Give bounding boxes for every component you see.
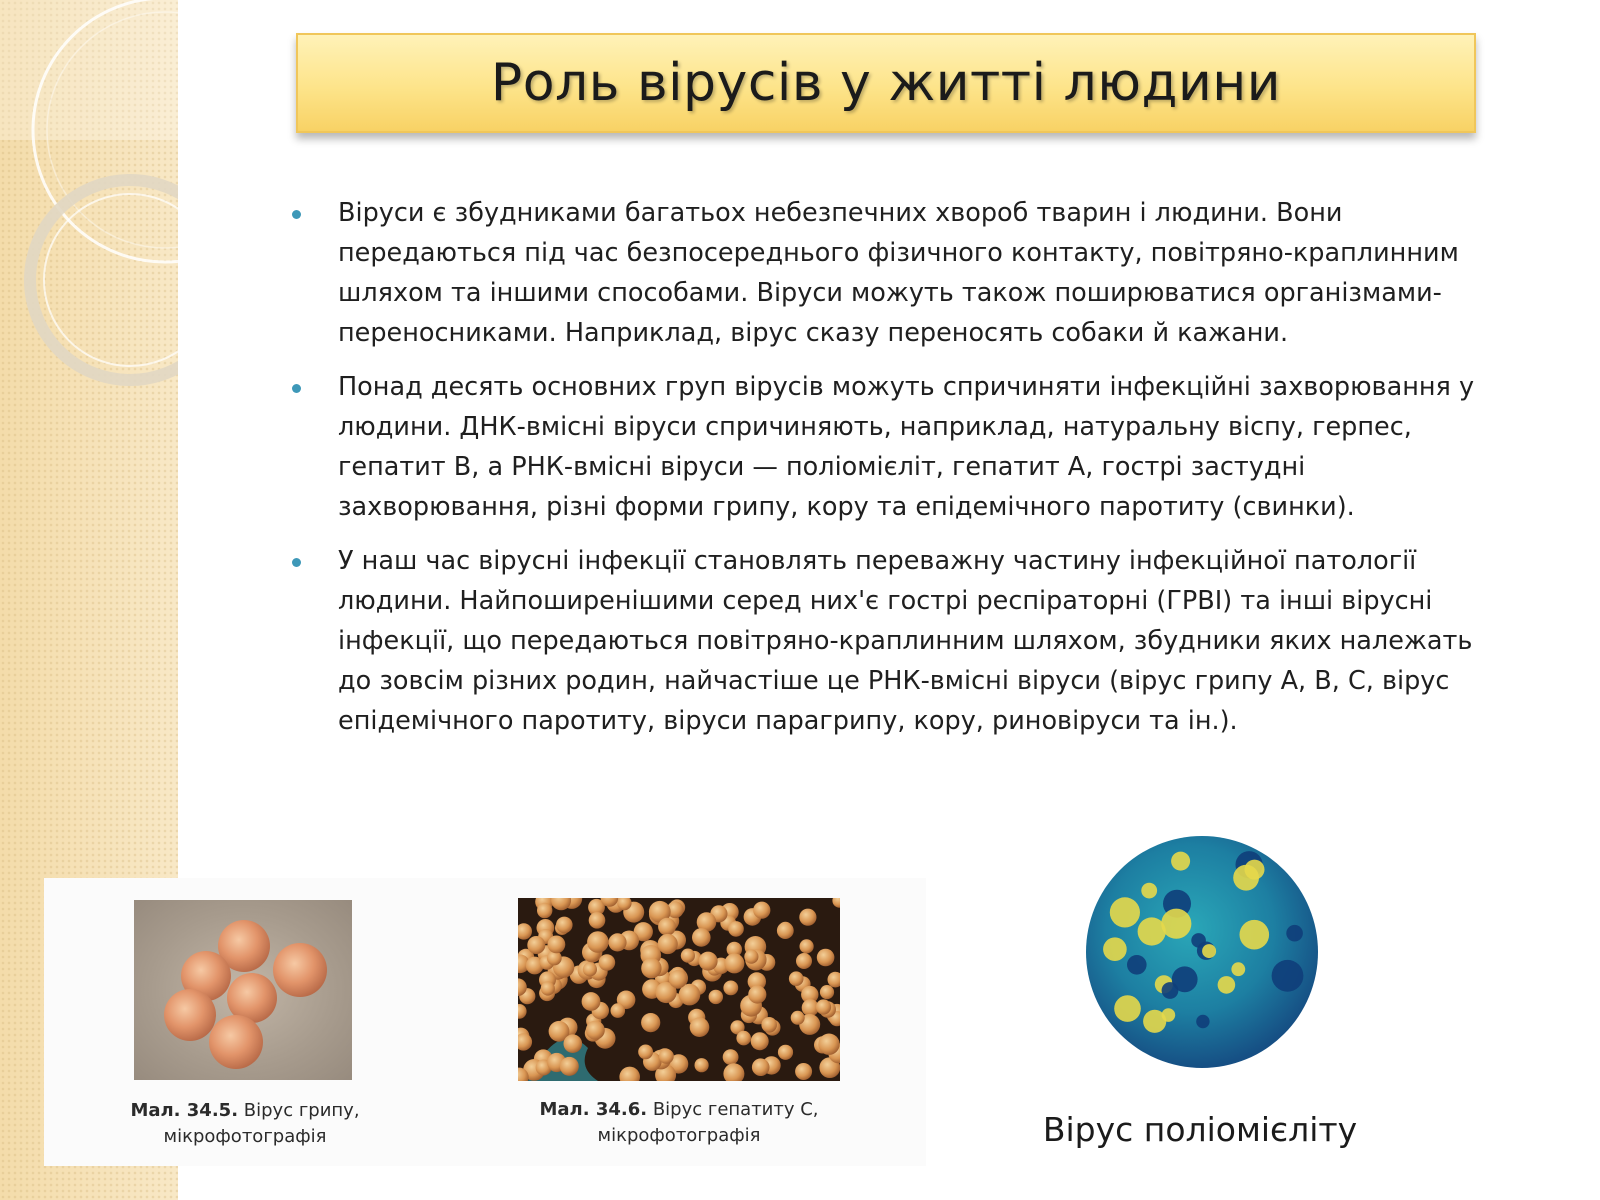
virion-particle: [527, 936, 545, 954]
capsid-spot: [1114, 995, 1141, 1022]
virion-particle: [736, 1031, 751, 1046]
virion-particle: [789, 971, 804, 986]
virion-particle: [587, 931, 609, 953]
capsid-spot: [1171, 852, 1190, 871]
bullet-item: Віруси є збудниками багатьох небезпечних хвороб тварин і людини. Вони передаються під час безпосереднього фізичного контакту, повітряно-краплинним шляхом та іншими способами. Віруси можуть також поширюватися організмами-переносниками. Наприклад, вірус сказу переносять собаки й кажани.: [290, 193, 1505, 353]
figure-label: Мал. 34.5.: [130, 1100, 239, 1121]
virion-particle: [638, 1045, 653, 1060]
capsid-spot: [1172, 966, 1198, 992]
virion-particle: [518, 923, 532, 939]
virion-particle: [748, 985, 766, 1003]
virion-particle: [723, 1063, 744, 1081]
virion-particle: [541, 981, 555, 995]
virion-particle: [582, 992, 601, 1011]
slide-title: Роль вірусів у житті людини: [490, 53, 1282, 113]
virion-particle: [816, 999, 831, 1014]
capsid-spot: [1272, 960, 1304, 992]
capsid-spot: [1218, 976, 1236, 994]
figure-label: Мал. 34.6.: [539, 1099, 648, 1120]
virion-particle: [799, 909, 816, 926]
virion-particle: [537, 903, 552, 918]
capsid-spot: [1196, 1015, 1209, 1028]
influenza-micrograph: [134, 900, 352, 1080]
virion-particle: [556, 917, 573, 934]
virion-particle: [724, 953, 744, 973]
capsid-spot: [1103, 937, 1127, 961]
virion-particle: [608, 933, 626, 951]
virion-particle: [658, 934, 678, 954]
capsid-spot: [1202, 944, 1216, 958]
virion-particle: [699, 952, 718, 971]
virion-particle: [818, 1034, 839, 1055]
virion-particle: [723, 1049, 739, 1065]
hepatitis-virions: [518, 898, 840, 1081]
virion-particle: [800, 939, 814, 953]
virion-particle: [832, 898, 840, 908]
capsid-spot: [1231, 962, 1245, 976]
virion-particle: [695, 1058, 709, 1072]
virion-particle: [777, 922, 794, 939]
virion-particle: [518, 1033, 532, 1050]
virion-particle: [828, 972, 841, 988]
virion-particle: [752, 1058, 770, 1076]
poliovirus-model: [1077, 830, 1327, 1074]
figure-caption-influenza: [110, 1098, 380, 1150]
virion-particle: [820, 985, 834, 999]
virion-particle: [791, 1011, 805, 1025]
capsid-spot: [1127, 955, 1147, 975]
virion-particle: [583, 962, 597, 976]
figure-text: Вірус гепатиту С,: [652, 1099, 819, 1120]
virion-particle: [709, 990, 723, 1004]
capsid-spot: [1110, 897, 1140, 927]
capsid-spot: [1141, 883, 1157, 899]
bullet-item: Понад десять основних груп вірусів можуть спричиняти інфекційні захворювання у людини. ДНК-вмісні віруси спричиняють, наприклад, натуральну віспу, герпес, гепатит В, а РНК-вмісні віруси — поліомієліт, гепатит А, гострі застудні захворювання, різні форми грипу, кору та епідемічного паротиту (свинки).: [290, 367, 1505, 527]
capsid-spot: [1161, 909, 1191, 939]
influenza-virions: [134, 900, 352, 1080]
capsid-spot: [1245, 860, 1265, 880]
virion-particle: [723, 981, 738, 996]
capsid-spot: [1286, 925, 1303, 942]
virion-particle: [817, 949, 835, 967]
title-banner: [296, 33, 1476, 133]
virion-particle: [744, 950, 758, 964]
bullet-list: [290, 193, 1505, 755]
virion-particle: [753, 902, 770, 919]
virion-particle: [586, 1021, 605, 1040]
hepatitis-c-micrograph: [518, 898, 840, 1081]
virion-particle: [795, 1063, 812, 1080]
virion-particle: [599, 954, 616, 971]
figure-text: Вірус грипу,: [243, 1100, 360, 1121]
virion-particle: [551, 898, 571, 910]
virion-particle: [796, 953, 812, 969]
bullet-item: У наш час вірусні інфекції становлять переважну частину інфекційної патології людини. Найпоширенішими серед них'є гострі респіраторні (ГРВІ) та інші вірусні інфекції, що передаються повітряно-краплинним шляхом, збудники яких належать до зовсім різних родин, найчастіше це РНК-вмісні віруси (вірус грипу А, В, С, вірус епідемічного паротиту, віруси парагрипу, кору, риновіруси та ін.).: [290, 541, 1505, 741]
virion-particle: [589, 912, 606, 929]
virion-particle: [619, 1067, 640, 1081]
virion-particle: [611, 1003, 626, 1018]
figure-caption-hepatitis: [514, 1097, 844, 1149]
virion-particle: [548, 936, 566, 954]
virion-particle: [560, 1057, 579, 1076]
virion-particle: [658, 918, 676, 936]
virion-particle: [669, 970, 687, 988]
virion-particle: [564, 1034, 583, 1053]
virion-particle: [659, 1049, 674, 1064]
virion-particle: [641, 958, 661, 978]
virion-particle: [751, 1032, 769, 1050]
figure-text: мікрофотографія: [597, 1125, 761, 1146]
virion-particle: [778, 1045, 793, 1060]
virion-particle: [690, 1017, 710, 1037]
capsid-spot: [1240, 920, 1270, 950]
virion-particle: [681, 949, 695, 963]
virion-particle: [761, 1017, 777, 1033]
poliovirus-caption: Вірус поліомієліту: [1042, 1110, 1358, 1149]
capsid-spot: [1162, 1008, 1176, 1022]
virion-particle: [641, 1013, 660, 1032]
figure-text: мікрофотографія: [163, 1126, 327, 1147]
virion-particle: [692, 928, 711, 947]
virion-particle: [728, 921, 744, 937]
virion-particle: [518, 1004, 527, 1019]
